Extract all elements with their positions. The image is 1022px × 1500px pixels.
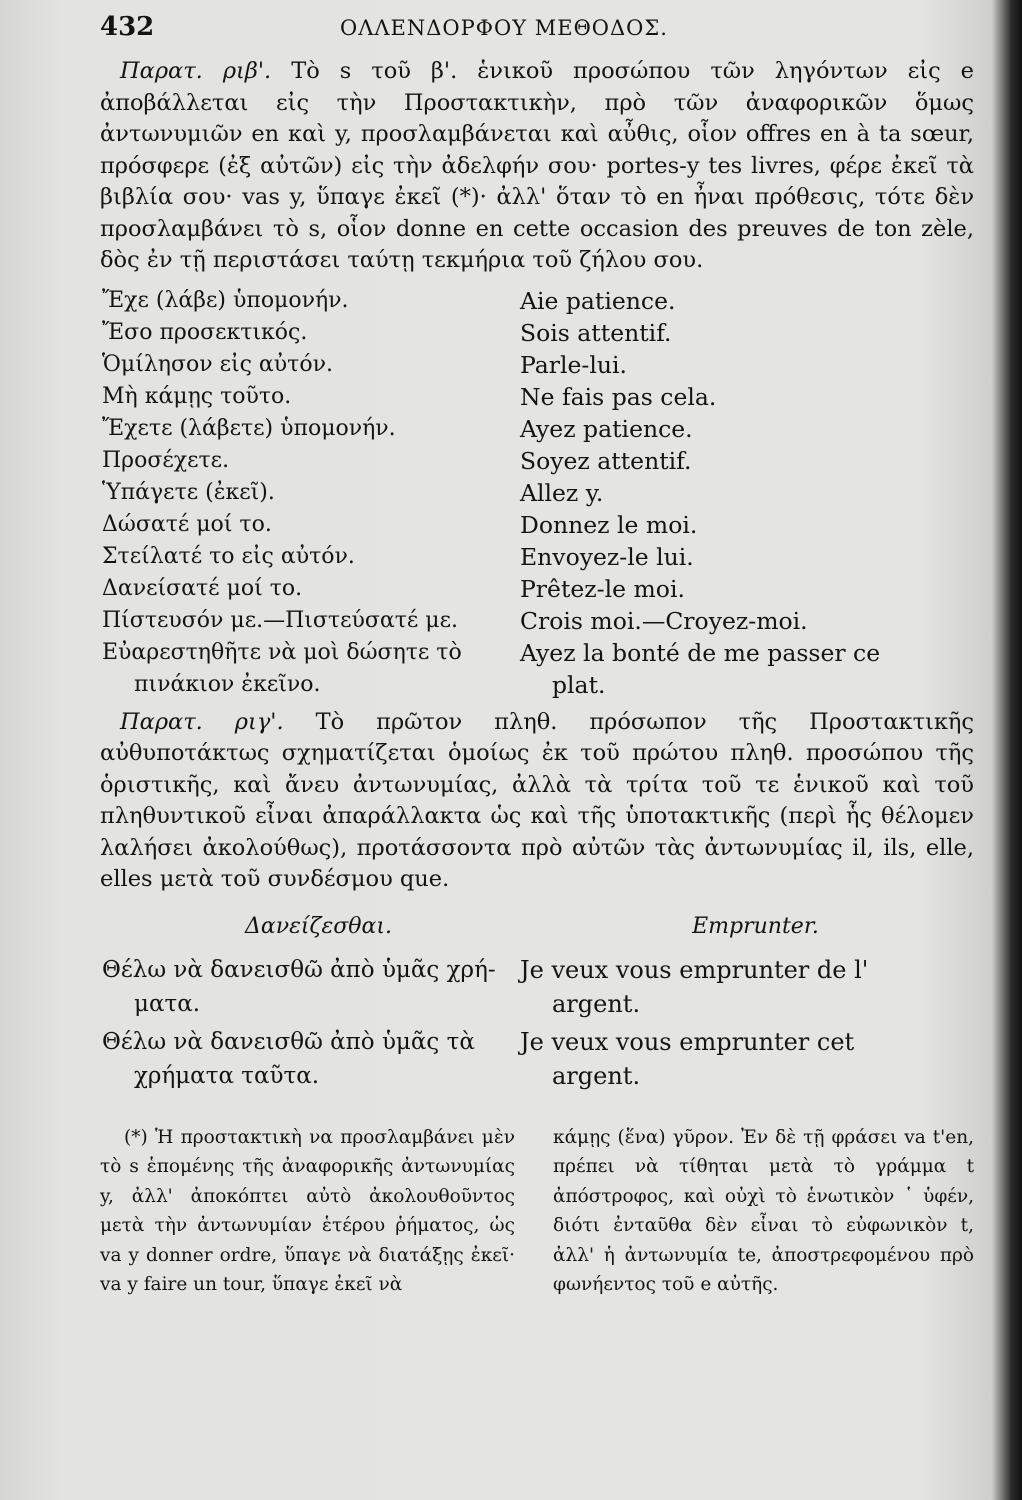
greek-phrase: Ἔχε (λάβε) ὑπομονήν. [102,287,349,313]
greek-phrase: Ἔσο προσεκτικός. [102,319,308,345]
french-phrase: Parle-lui. [520,350,628,379]
greek-phrase: Δώσατέ μοί το. [102,511,272,537]
phrase-row [100,413,974,445]
remark-113-text: Τὸ πρῶτον πληθ. πρόσωπον τῆς Προστακτικῆς αὐθυποτάκτως σχηματίζεται ὁμοίως ἐκ τοῦ πρώτου πληθ. προσώπου τῆς ὁριστικῆς, καὶ ἄνευ ἀντωνυμίας, ἀλλὰ τὰ τρίτα τοῦ τε ἑνικοῦ καὶ τοῦ πληθυντικοῦ εἶναι ἀπαράλλακτα ὡς καὶ τῆς ὑποτακτικῆς (περὶ ἧς θέλομεν λαλήσει ἀκολούθως), προτάσσοντα πρὸ αὐτῶν τὰς ἀντωνυμίας il, ils, elle, elles μετὰ τοῦ συνδέσμου que. [100,708,975,892]
french-phrase: Soyez attentif. [520,446,692,475]
french-phrase: Crois moi.—Croyez-moi. [520,606,808,635]
greek-example [100,1025,520,1093]
page-number: 432 [100,12,155,42]
phrase-row [100,381,974,413]
french-phrase: Allez y. [520,478,604,507]
french-example [520,953,974,1021]
french-example [520,1025,974,1093]
french-phrase-line: Ayez la bonté de me passer ce [520,638,881,667]
phrase-row [100,573,974,605]
greek-phrase: Ἔχετε (λάβετε) ὑπομονήν. [102,415,396,441]
greek-phrase: Μὴ κάμῃς τοῦτο. [102,383,292,409]
french-phrase [520,637,974,701]
remark-113-label: Παρατ. ριγ'. [120,708,284,735]
phrase-row [100,349,974,381]
french-example-line: Je veux vous emprunter cet [520,1027,855,1056]
example-row [100,953,974,1021]
french-phrase: Ne fais pas cela. [520,382,717,411]
phrase-row [100,477,974,509]
column-headings [100,914,974,939]
french-example-continuation: argent. [552,989,641,1018]
greek-phrase: Ὑπάγετε (ἐκεῖ). [102,479,275,505]
phrase-row [100,605,974,637]
french-phrase: Envoyez-le lui. [520,542,694,571]
french-example-continuation: argent. [552,1061,641,1090]
phrase-row [100,317,974,349]
french-phrase: Donnez le moi. [520,510,698,539]
greek-example-continuation: ματα. [134,990,201,1017]
remark-112 [100,56,974,277]
french-phrase: Prêtez-le moi. [520,574,685,603]
footnote-left-column: (*) Ἡ προστακτικὴ να προσλαμβάνει μὲν τὸ s ἑπομένης τῆς ἀναφορικῆς ἀντωνυμίας y, ἀλλ' ἀποκόπτει αὐτὸ ἀκολουθοῦντος μετὰ τὴν ἀντωνυμίαν ἑτέρου ῥήματος, ὡς va y donner ordre, ὕπαγε νὰ διατάξῃς ἐκεῖ· va y faire un tour, ὕπαγε ἐκεῖ νὰ [100,1126,515,1295]
greek-example-continuation: χρήματα ταῦτα. [134,1062,320,1089]
greek-phrase: Ὁμίλησον εἰς αὐτόν. [102,351,333,377]
french-phrase: Ayez patience. [520,414,693,443]
footnote-right-column: κάμῃς (ἕνα) γῦρον. Ἐν δὲ τῇ φράσει va t'en, πρέπει νὰ τίθηται μετὰ τὸ γράμμα t ἀπόστροφος, καὶ οὐχὶ τὸ ἑνωτικὸν ῾ ὑφέν, διότι ἐνταῦθα δὲν εἶναι τὸ εὐφωνικὸν t, ἀλλ' ἡ ἀντωνυμία te, ἀποστρεφομένου πρὸ φωνήεντος τοῦ e αὐτῆς. [553,1126,974,1295]
greek-heading: Δανείζεσθαι. [244,913,393,939]
phrase-row [100,637,974,701]
example-list [100,953,974,1093]
greek-phrase [100,637,520,701]
greek-phrase-continuation: πινάκιον ἐκεῖνο. [134,671,321,697]
greek-example-line: Θέλω νὰ δανεισθῶ ἀπὸ ὑμᾶς χρή- [102,956,496,983]
page-header [100,12,974,56]
french-phrase: Sois attentif. [520,318,672,347]
greek-phrase: Πίστευσόν με.—Πιστεύσατέ με. [102,607,458,633]
running-title: ΟΛΛΕΝΔΟΡΦΟΥ ΜΕΘΟΔΟΣ. [340,16,668,40]
greek-phrase: Δανείσατέ μοί το. [102,575,303,601]
greek-phrase: Στείλατέ το εἰς αὐτόν. [102,543,355,569]
french-example-line: Je veux vous emprunter de l' [520,955,869,984]
phrase-row [100,541,974,573]
french-phrase: Aie patience. [520,286,676,315]
phrase-list [100,285,974,701]
remark-113 [100,707,974,896]
greek-phrase: Προσέχετε. [102,447,230,473]
example-row [100,1025,974,1093]
greek-phrase-line: Εὐαρεστηθῆτε νὰ μοὶ δώσητε τὸ [102,639,462,665]
phrase-row [100,509,974,541]
greek-example-line: Θέλω νὰ δανεισθῶ ἀπὸ ὑμᾶς τὰ [102,1028,475,1055]
remark-112-label: Παρατ. ριβ'. [120,58,272,84]
phrase-row [100,445,974,477]
remark-112-text: Τὸ s τοῦ β'. ἑνικοῦ προσώπου τῶν ληγόντων εἰς e ἀποβάλλεται εἰς τὴν Προστακτικὴν, πρὸ τῶν ἀναφορικῶν ὅμως ἀντωνυμιῶν en καὶ y, προσλαμβάνεται καὶ αὖθις, οἷον offres en à ta sœur, πρόσφερε (ἐξ αὐτῶν) εἰς τὴν ἀδελφήν σου· portes-y tes livres, φέρε ἐκεῖ τὰ βιβλία σου· vas y, ὕπαγε ἐκεῖ (*)· ἀλλ' ὅταν τὸ en ἦναι πρόθεσις, τότε δὲν προσλαμβάνει τὸ s, οἷον donne en cette occasion des preuves de ton zèle, δὸς ἐν τῇ περιστάσει ταύτῃ τεκμήρια τοῦ ζήλου σου. [100,58,974,273]
french-heading: Emprunter. [692,913,819,939]
phrase-row [100,285,974,317]
greek-example [100,953,520,1021]
footnote [100,1123,974,1300]
french-phrase-continuation: plat. [552,670,606,699]
